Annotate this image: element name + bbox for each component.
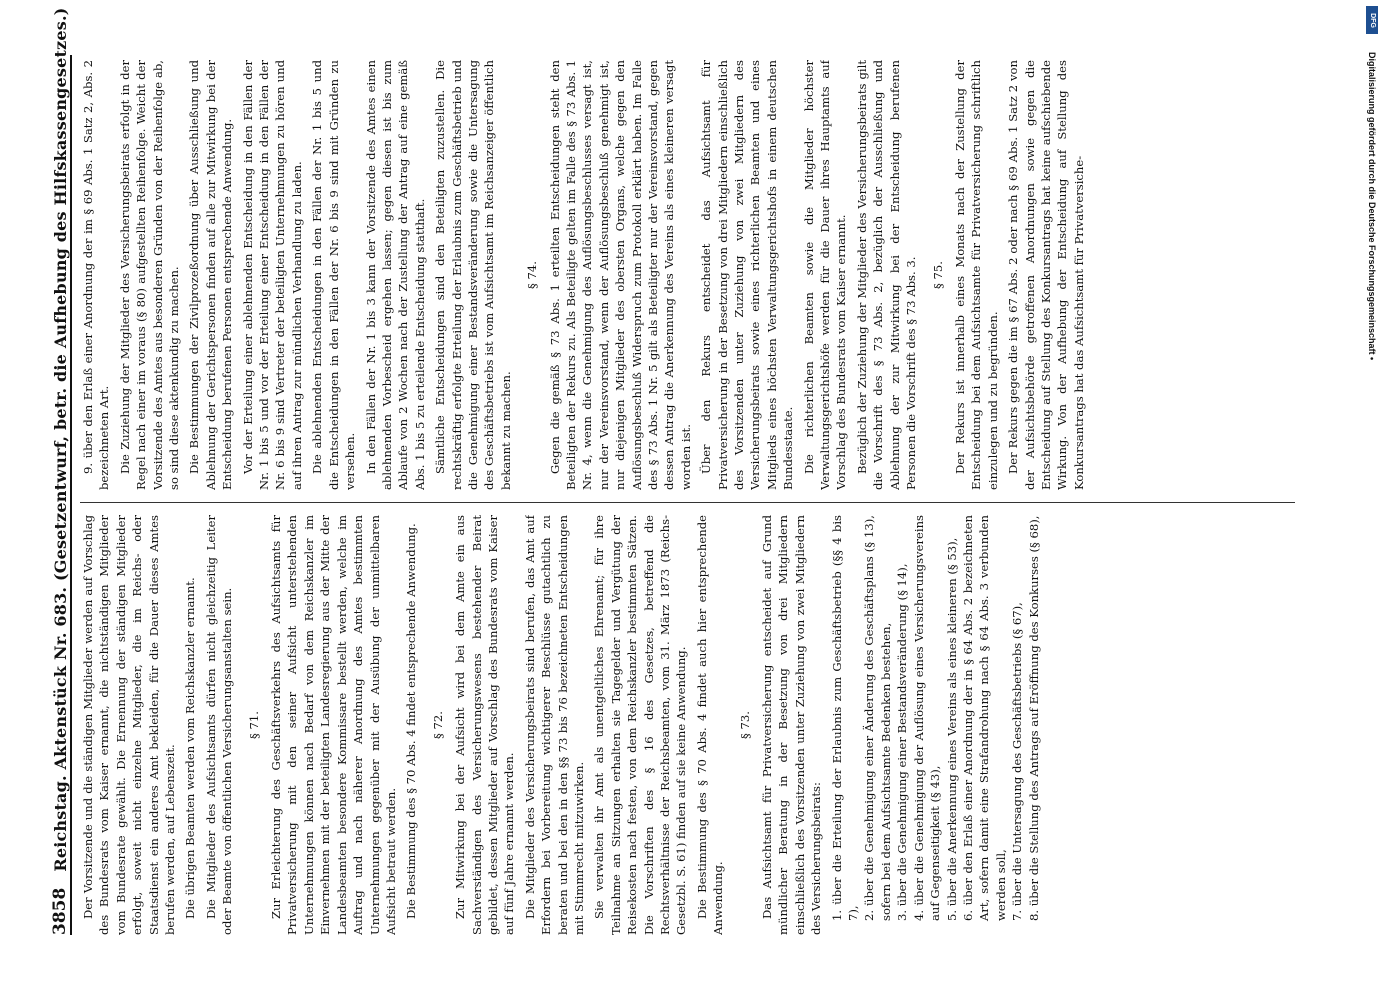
paragraph: Die ablehnenden Entscheidungen in den Fällen der Nr. 1 bis 5 und die Entscheidungen in den Fällen der Nr. 6 bis 9 sind mit Gründen zu versehen.: [310, 60, 358, 490]
paragraph: Der Rekurs ist innerhalb eines Monats nach der Zustellung der Entscheidung bei dem Aufsichtsamte für Privatversicherung schriftlich einzulegen und zu begründen.: [952, 60, 1000, 490]
paragraph: Zur Mitwirkung bei der Aufsicht wird bei dem Amte ein aus Sachverständigen des Versicherungswesens bestehender Beirat gebildet, dessen Mitglieder auf Vorschlag des Bundesrats vom Kaiser auf fünf Jahre ernannt werden.: [453, 515, 517, 935]
section-heading: § 71.: [246, 711, 261, 739]
list-item: 2. über die Genehmigung einer Änderung des Geschäftsplans (§ 13), sofern bei dem Aufsichtsamte Bedenken bestehen,: [862, 515, 893, 921]
paragraph: In den Fällen der Nr. 1 bis 3 kann der Vorsitzende des Amtes einen ablehnenden Vorbescheid ergehen lassen; gegen diesen ist bis zum Ablaufe von 2 Wochen nach der Zustellung der Antrag auf eine gemäß Abs. 1 bis 5 zu erteilende Entscheidung statthaft.: [363, 60, 427, 490]
section-heading: § 73.: [737, 711, 752, 739]
paragraph: 9. über den Erlaß einer Anordnung der im § 69 Abs. 1 Satz 2, Abs. 2 bezeichneten Art.: [81, 60, 112, 490]
column-divider: [80, 502, 1295, 503]
paragraph: Die Mitglieder des Aufsichtsamts dürfen nicht gleichzeitig Leiter oder Beamte von öffentlichen Versicherungsanstalten sein.: [203, 515, 235, 935]
paragraph: Die Bestimmung des § 70 Abs. 4 findet auch hier entsprechende Anwendung.: [694, 515, 726, 935]
section-heading: § 74.: [525, 261, 540, 289]
paragraph: Die Mitglieder des Versicherungsbeirats sind berufen, das Amt auf Erfordern bei Vorbereitung wichtigerer Beschlüsse gutachtlich zu beraten und bei den in den §§ 73 bis 76 bezeichneten Entscheidungen mit Stimmrecht mitzuwirken.: [522, 515, 586, 935]
digitization-notice-text: Digitalisierung gefördert durch die Deutsche Forschungsgemeinschaft •: [1367, 52, 1377, 361]
list-item: 8. über die Stellung des Antrags auf Eröffnung des Konkurses (§ 68),: [1026, 515, 1041, 921]
list-item: 1. über die Erteilung der Erlaubnis zum Geschäftsbetrieb (§§ 4 bis 7),: [829, 515, 861, 921]
page-number: 3858: [50, 887, 70, 935]
enumerated-list: [829, 515, 1042, 935]
paragraph: Die richterlichen Beamten sowie die Mitglieder höchster Verwaltungsgerichtshöfe werden für die Dauer ihres Hauptamts auf Vorschlag des Bundesrats vom Kaiser ernannt.: [801, 60, 849, 490]
list-item: 4. über die Genehmigung der Auflösung eines Versicherungsvereins auf Gegenseitigkeit (§ 43),: [911, 515, 943, 921]
right-column: [80, 60, 1295, 490]
list-item: 5. über die Anerkennung eines Vereins als eines kleineren (§ 53),: [944, 537, 959, 921]
paragraph: Sämtliche Entscheidungen sind den Beteiligten zuzustellen. Die rechtskräftig erfolgte Erteilung der Erlaubnis zum Geschäftsbetrieb und die Genehmigung einer Bestandsveränderung sowie die Untersagung des Geschäftsbetriebs ist vom Aufsichtsamt im Reichsanzeiger öffentlich bekannt zu machen.: [433, 60, 513, 490]
paragraph: Der Rekurs gegen die im § 67 Abs. 2 oder nach § 69 Abs. 1 Satz 2 von der Aufsichtsbehörde getroffenen Anordnungen sowie gegen die Entscheidung auf Stellung des Konkursantrags hat keine aufschiebende Wirkung. Von der Aufhebung der Entscheidung auf Stellung des Konkursantrags hat das Aufsichtsamt für Privatversiche-: [1006, 60, 1086, 490]
list-item: 6. über den Erlaß einer Anordnung der in § 64 Abs. 2 bezeichneten Art, sofern damit eine Strafandrohung nach § 64 Abs. 3 verbunden werden soll,: [960, 515, 1008, 921]
page-header: [40, 7, 72, 935]
paragraph: Die übrigen Beamten werden vom Reichskanzler ernannt.: [183, 577, 198, 919]
paragraph: Der Vorsitzende und die ständigen Mitglieder werden auf Vorschlag des Bundesrats vom Kaiser ernannt, die nichtständigen Mitglieder vom Bundesrate gewählt. Die Ernennung der ständigen Mitglieder erfolgt, soweit nicht einzelne Mitglieder, die im Reichs- oder Staatsdienst ein anderes Amt bekleiden, für die Dauer dieses Amtes berufen werden, auf Lebenszeit.: [81, 515, 178, 935]
dfg-logo-text: DFG: [1368, 12, 1376, 28]
section-heading: § 72.: [430, 711, 445, 739]
paragraph: Sie verwalten ihr Amt als unentgeltliches Ehrenamt; für ihre Teilnahme an Sitzungen erhalten sie Tagegelder und Vergütung der Reisekosten nach festen, von dem Reichskanzler bestimmten Sätzen. Die Vorschriften des § 16 des Gesetzes, betreffend die Rechtsverhältnisse der Reichsbeamten, vom 31. März 1873 (Reichs-Gesetzbl. S. 61) finden auf sie keine Anwendung.: [592, 515, 689, 935]
paragraph: Die Zuziehung der Mitglieder des Versicherungsbeirats erfolgt in der Regel nach einer im voraus (§ 80) aufgestellten Reihenfolge. Weicht der Vorsitzende des Amtes aus besonderen Gründen von der Reihenfolge ab, so sind diese aktenkundig zu machen.: [117, 60, 182, 490]
page-title: Reichstag. Aktenstück Nr. 683. (Gesetzentwurf, betr. die Aufhebung des Hilfskassengesetzes.): [51, 7, 70, 872]
left-column: [80, 515, 1295, 935]
paragraph: Das Aufsichtsamt für Privatversicherung entscheidet auf Grund mündlicher Beratung in der Besetzung von drei Mitgliedern einschließlich des Vorsitzenden unter Zuziehung von zwei Mitgliedern des Versicherungsbeirats:: [760, 515, 824, 935]
paragraph: Zur Erleichterung des Geschäftsverkehrs des Aufsichtsamts für Privatversicherung mit den seiner Aufsicht unterstehenden Unternehmungen können nach Bedarf von dem Reichskanzler im Einvernehmen mit der beteiligten Landesregierung aus der Mitte der Landesbeamten besondere Kommissare bestellt werden, welche im Auftrag und nach näherer Anordnung des Amtes bestimmten Unternehmungen gegenüber mit der Ausübung der unmittelbaren Aufsicht betraut werden.: [269, 515, 398, 935]
paragraph: Die Bestimmung des § 70 Abs. 4 findet entsprechende Anwendung.: [404, 523, 419, 919]
paragraph: Vor der Erteilung einer ablehnenden Entscheidung in den Fällen der Nr. 1 bis 5 und vor der Erteilung einer Entscheidung in den Fällen der Nr. 6 bis 9 sind Vertreter der beteiligten Unternehmungen zu hören und auf ihren Antrag zur mündlichen Verhandlung zu laden.: [240, 60, 304, 490]
paragraph: Gegen die gemäß § 73 Abs. 1 erteilten Entscheidungen steht den Beteiligten der Rekurs zu. Als Beteiligte gelten im Falle des § 73 Abs. 1 Nr. 4, wenn die Genehmigung des Auflösungsbeschlusses versagt ist, nur der Vereinsvorstand, wenn der Auflösungsbeschluß genehmigt ist, nur diejenigen Mitglieder des obersten Organs, welche gegen den Auflösungsbeschluß Widerspruch zum Protokoll erklärt haben. Im Falle des § 73 Abs. 1 Nr. 5 gilt als Beteiligter nur der Vereinsvorstand, gegen dessen Antrag die Anerkennung des Vereins als eines kleineren versagt worden ist.: [547, 60, 693, 490]
paragraph: Bezüglich der Zuziehung der Mitglieder des Versicherungsbeirats gilt die Vorschrift des § 73 Abs. 2, bezüglich der Ausschließung und Ablehnung der zur Mitwirkung bei der Entscheidung berufenen Personen die Vorschrift des § 73 Abs. 3.: [854, 60, 919, 490]
list-item: 3. über die Genehmigung einer Bestandsveränderung (§ 14),: [895, 563, 910, 921]
section-heading: § 75.: [930, 261, 945, 289]
paragraph: Die Bestimmungen der Zivilprozeßordnung über Ausschließung und Ablehnung der Gerichtspersonen finden auf alle zur Mitwirkung bei der Entscheidung berufenen Personen entsprechende Anwendung.: [187, 60, 235, 490]
list-item: 7. über die Untersagung des Geschäftsbetriebs (§ 67),: [1010, 602, 1025, 921]
paragraph: Über den Rekurs entscheidet das Aufsichtsamt für Privatversicherung in der Besetzung von drei Mitgliedern einschließlich des Vorsitzenden unter Zuziehung von zwei Mitgliedern des Versicherungsbeirats sowie eines richterlichen Beamten und eines Mitglieds eines höchsten Verwaltungsgerichtshofs in einem deutschen Bundesstaate.: [699, 60, 796, 490]
digitization-notice: [1366, 12, 1378, 988]
